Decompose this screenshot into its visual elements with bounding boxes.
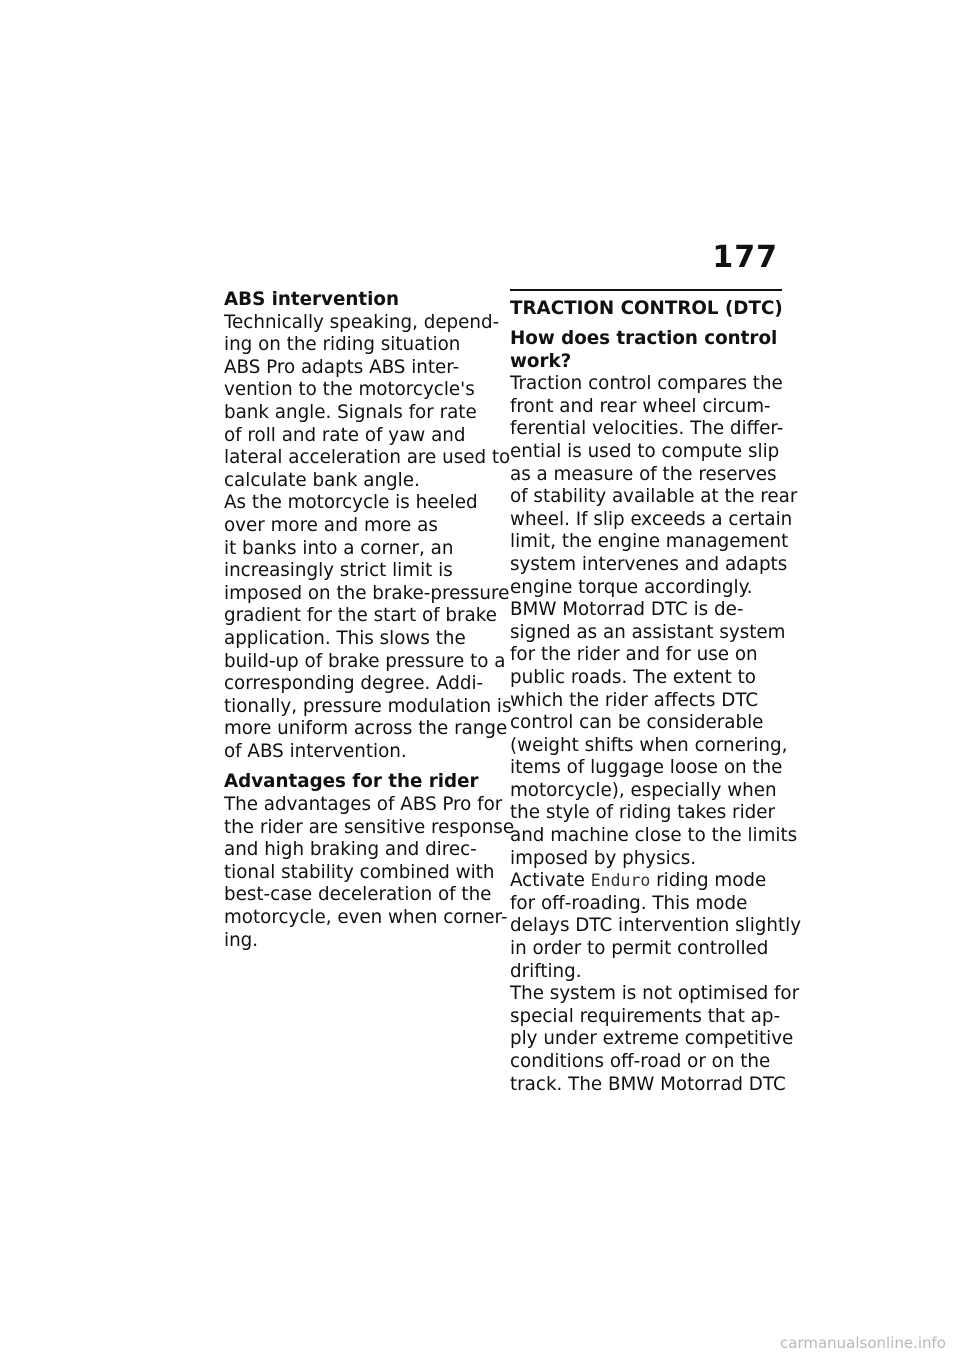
text-line: ing. (224, 929, 259, 951)
text-line: Traction control compares the (510, 373, 783, 395)
text-line: ply under extreme competitive (510, 1028, 794, 1050)
activate-prefix: Activate (510, 870, 591, 892)
text-line: tionally, pressure modulation is (224, 695, 512, 717)
right-column (510, 289, 802, 1096)
text-line: of stability available at the rear (510, 486, 798, 508)
text-line: work? (510, 350, 572, 372)
text-line: of roll and rate of yaw and (224, 424, 466, 446)
text-line: increasingly strict limit is (224, 560, 453, 582)
advantages-body (224, 794, 515, 952)
text-line: tional stability combined with (224, 861, 495, 883)
text-line: gradient for the start of brake (224, 605, 497, 627)
enduro-mode-label: Enduro (590, 871, 651, 891)
text-line: delays DTC intervention slightly (510, 915, 802, 937)
text-line: ing on the riding situation (224, 334, 461, 356)
text-line: front and rear wheel circum- (510, 395, 771, 417)
advantages-heading: Advantages for the rider (224, 771, 479, 793)
text-line: items of luggage loose on the (510, 757, 783, 779)
text-line: and high braking and direc- (224, 839, 477, 861)
abs-intervention-body (224, 311, 512, 764)
text-line: motorcycle, even when corner- (224, 907, 508, 929)
traction-question-heading (510, 328, 782, 373)
text-line: the rider are sensitive response (224, 816, 515, 838)
text-line: public roads. The extent to (510, 666, 756, 688)
left-column (224, 289, 515, 952)
text-line: drifting. (510, 960, 582, 982)
text-line: wheel. If slip exceeds a certain (510, 508, 793, 530)
text-line: Technically speaking, depend- (224, 311, 500, 333)
text-line: in order to permit controlled (510, 938, 769, 960)
text-line: special requirements that ap- (510, 1005, 781, 1027)
text-line: for off-roading. This mode (510, 892, 748, 914)
text-line: How does traction control (510, 328, 778, 349)
text-line: ABS Pro adapts ABS inter- (224, 356, 460, 378)
text-line: which the rider affects DTC (510, 689, 759, 711)
text-line: motorcycle), especially when (510, 779, 777, 801)
watermark-footer: carmanualsonline.info (780, 1334, 946, 1352)
text-line: The advantages of ABS Pro for (224, 794, 503, 816)
text-line: as a measure of the reserves (510, 463, 777, 485)
activate-suffix: riding mode (650, 870, 767, 892)
text-line: limit, the engine management (510, 531, 789, 553)
text-line: and machine close to the limits (510, 825, 798, 847)
text-line: ferential velocities. The differ- (510, 418, 784, 440)
text-line: control can be considerable (510, 712, 764, 734)
text-line: application. This slows the (224, 627, 466, 649)
traction-body-part-2 (510, 892, 802, 1096)
text-line: the style of riding takes rider (510, 802, 776, 824)
page-number: 177 (712, 240, 778, 275)
text-line: imposed by physics. (510, 847, 697, 869)
text-line: BMW Motorrad DTC is de- (510, 599, 744, 621)
text-line: it banks into a corner, an (224, 537, 454, 559)
text-line: of ABS intervention. (224, 740, 407, 762)
text-line: corresponding degree. Addi- (224, 673, 484, 695)
text-line: more uniform across the range (224, 718, 508, 740)
text-line: conditions off-road or on the (510, 1051, 771, 1072)
text-line: system intervenes and adapts (510, 553, 788, 575)
text-line: for the rider and for use on (510, 644, 758, 666)
text-line: vention to the motorcycle's (224, 379, 475, 401)
text-line: build-up of brake pressure to a (224, 650, 506, 672)
text-line: signed as an assistant system (510, 621, 786, 643)
text-line: track. The BMW Motorrad DTC (510, 1073, 786, 1095)
text-line: As the motorcycle is heeled (224, 492, 478, 514)
abs-intervention-heading: ABS intervention (224, 289, 399, 310)
text-line: (weight shifts when cornering, (510, 734, 788, 756)
section-title: TRACTION CONTROL (DTC) (510, 289, 782, 320)
traction-body-part-1 (510, 373, 798, 870)
text-line: ential is used to compute slip (510, 440, 780, 462)
text-line: over more and more as (224, 514, 438, 536)
text-line: engine torque accordingly. (510, 576, 753, 598)
activate-line (510, 870, 782, 893)
text-line: best-case deceleration of the (224, 884, 492, 906)
text-line: calculate bank angle. (224, 469, 420, 491)
text-line: bank angle. Signals for rate (224, 401, 477, 423)
text-line: lateral acceleration are used to (224, 447, 511, 469)
text-line: imposed on the brake-pressure (224, 582, 510, 604)
text-line: The system is not optimised for (510, 983, 800, 1005)
